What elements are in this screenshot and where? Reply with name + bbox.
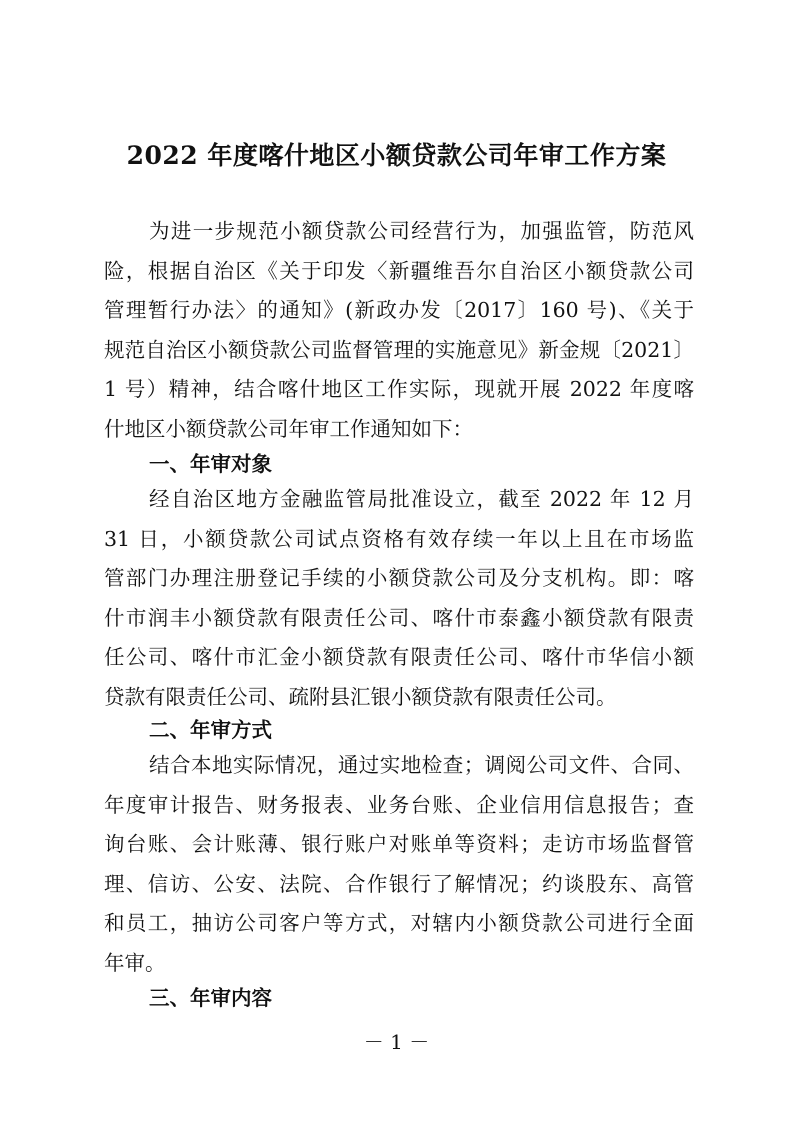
paragraph-line: 任公司、喀什市汇金小额贷款有限责任公司、喀什市华信小额 bbox=[104, 645, 694, 669]
paragraph-line: 询台账、会计账薄、银行账户对账单等资料；走访市场监督管 bbox=[104, 832, 694, 856]
paragraph-line: 理、信访、公安、法院、合作银行了解情况；约谈股东、高管 bbox=[104, 871, 694, 896]
paragraph-line: 31 日，小额贷款公司试点资格有效存续一年以上且在市场监 bbox=[104, 526, 694, 551]
paragraph-line: 年度审计报告、财务报表、业务台账、企业信用信息报告；查 bbox=[104, 792, 694, 817]
paragraph-line: 为进一步规范小额贷款公司经营行为，加强监管，防范风 bbox=[149, 219, 694, 243]
paragraph-line: 1 号）精神，结合喀什地区工作实际，现就开展 2022 年度喀 bbox=[104, 377, 694, 401]
section2-paragraph bbox=[104, 746, 694, 983]
intro-paragraph bbox=[104, 212, 694, 449]
paragraph-line: 规范自治区小额贷款公司监督管理的实施意见》新金规〔2021〕 bbox=[104, 337, 694, 362]
section-heading-2: 二、年审方式 bbox=[149, 718, 272, 742]
paragraph-line: 经自治区地方金融监管局批准设立，截至 2022 年 12 月 bbox=[149, 487, 694, 511]
paragraph-line: 结合本地实际情况，通过实地检查；调阅公司文件、合同、 bbox=[149, 753, 694, 777]
paragraph-line: 管部门办理注册登记手续的小额贷款公司及分支机构。即：喀 bbox=[104, 566, 694, 590]
section1-paragraph bbox=[104, 480, 694, 717]
section-heading-3: 三、年审内容 bbox=[149, 986, 272, 1010]
document-title: 2022 年度喀什地区小额贷款公司年审工作方案 bbox=[126, 141, 667, 170]
paragraph-line: 年审。 bbox=[104, 950, 166, 975]
paragraph-line: 管理暂行办法〉的通知》(新政办发〔2017〕160 号)、《关于 bbox=[104, 298, 694, 322]
paragraph-line: 什市润丰小额贷款有限责任公司、喀什市泰鑫小额贷款有限责 bbox=[104, 605, 694, 630]
paragraph-line: 险，根据自治区《关于印发〈新疆维吾尔自治区小额贷款公司 bbox=[104, 258, 694, 283]
paragraph-line: 什地区小额贷款公司年审工作通知如下： bbox=[104, 416, 473, 441]
section-heading-1: 一、年审对象 bbox=[149, 452, 272, 476]
page-number: － 1 － bbox=[363, 1030, 430, 1054]
paragraph-line: 贷款有限责任公司、疏附县汇银小额贷款有限责任公司。 bbox=[104, 684, 617, 709]
paragraph-line: 和员工，抽访公司客户等方式，对辖内小额贷款公司进行全面 bbox=[104, 911, 694, 935]
